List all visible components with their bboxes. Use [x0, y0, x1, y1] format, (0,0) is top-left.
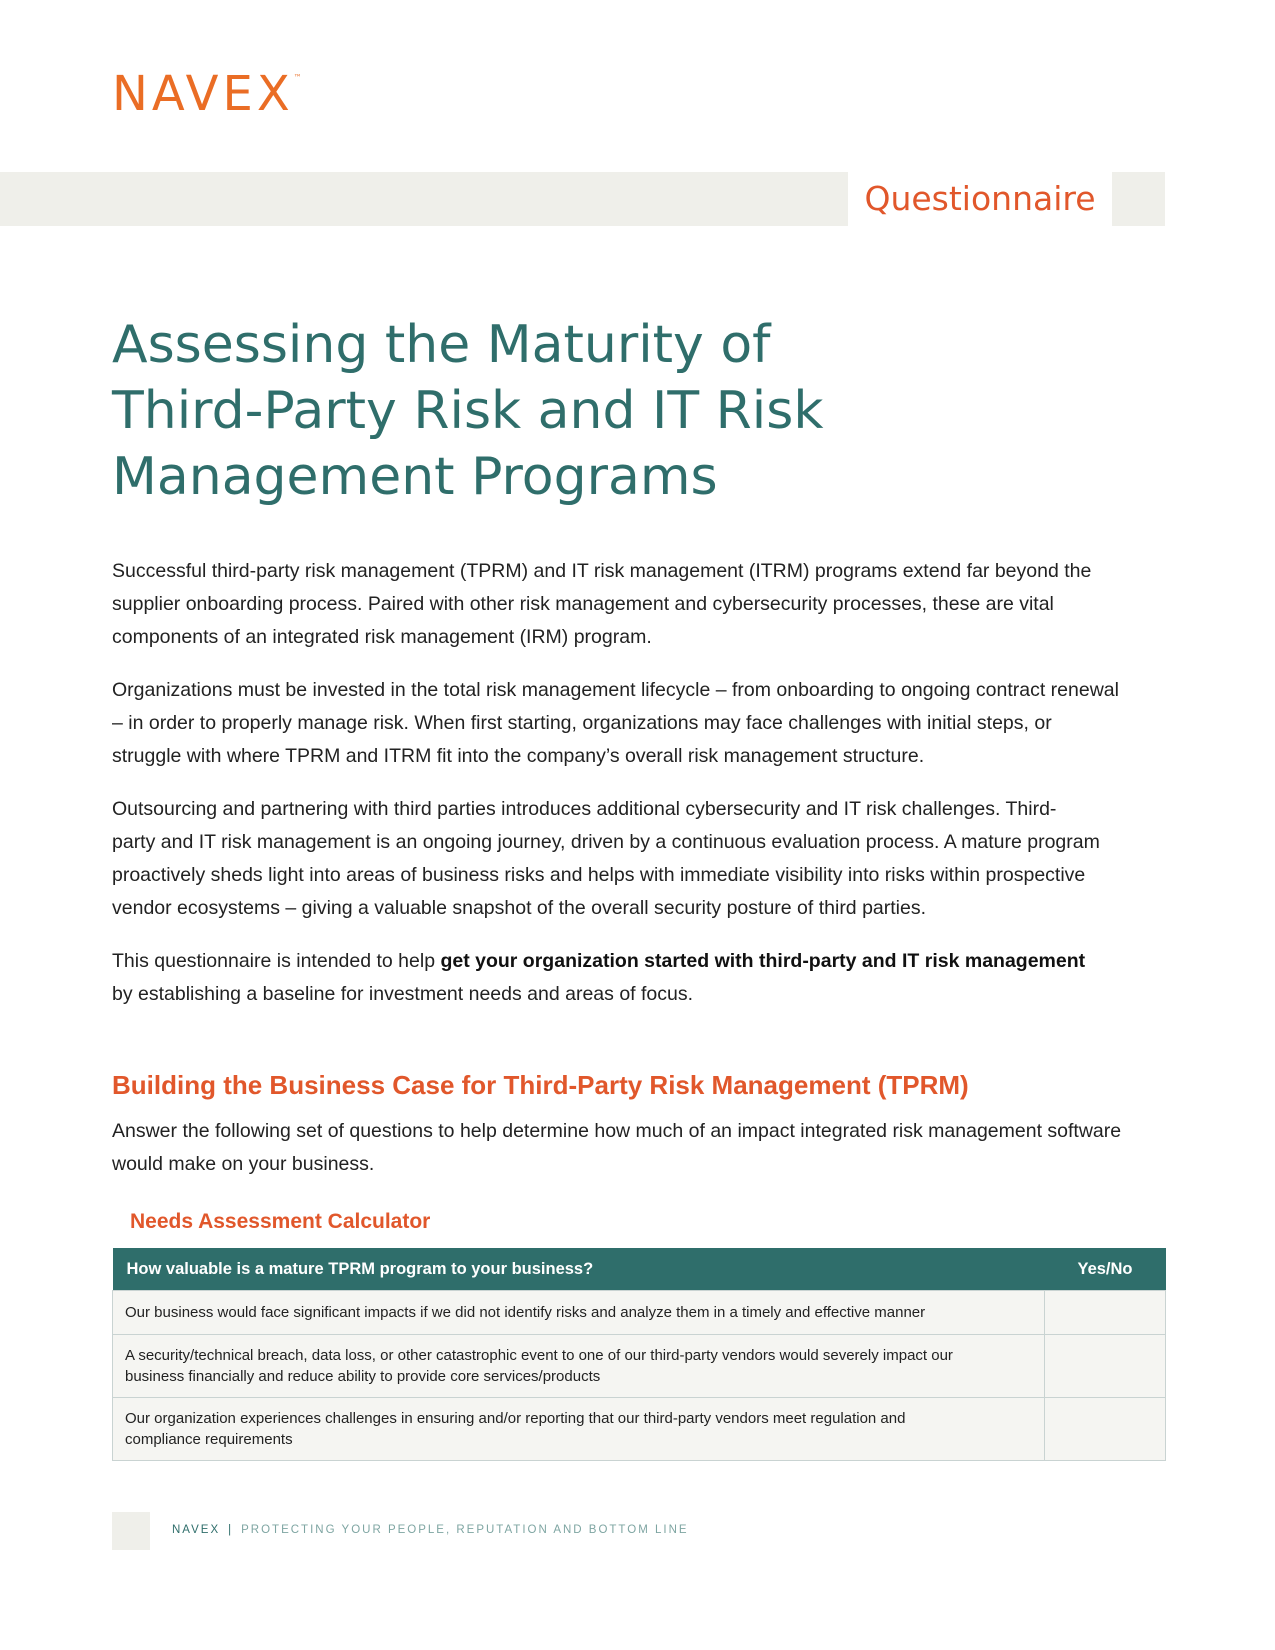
intro-text: This questionnaire is intended to help — [112, 950, 441, 972]
needs-assessment-table — [112, 1248, 1166, 1461]
section-intro-line: Answer the following set of questions to help determine how much of an impact integrated risk management software — [112, 1120, 1122, 1142]
question-cell — [113, 1291, 1045, 1335]
intro-line: vendor ecosystems – giving a valuable snapshot of the overall security posture of third parties. — [112, 897, 927, 919]
intro-line: Outsourcing and partnering with third parties introduces additional cybersecurity and IT risk challenges. Third- — [112, 798, 1057, 820]
table-row — [113, 1398, 1166, 1461]
question-text: Our business would face significant impacts if we did not identify risks and analyze them in a timely and effective manner — [125, 1304, 926, 1321]
title-line-2: Third-Party Risk and IT Risk — [112, 381, 824, 441]
intro-paragraph-4 — [112, 945, 1172, 1011]
intro-line: – in order to properly manage risk. When first starting, organizations may face challenges with initial steps, or — [112, 712, 1052, 734]
question-cell — [113, 1335, 1045, 1398]
navex-logo — [112, 66, 302, 122]
question-text: compliance requirements — [125, 1431, 293, 1448]
question-cell — [113, 1398, 1045, 1461]
calculator-heading: Needs Assessment Calculator — [130, 1210, 431, 1233]
table-row — [113, 1291, 1166, 1335]
intro-paragraph-1 — [112, 555, 1172, 654]
question-text: A security/technical breach, data loss, or other catastrophic event to one of our third-party vendors would severely impact our — [125, 1347, 953, 1364]
footer-page-box — [112, 1512, 150, 1550]
header-band-left — [0, 172, 848, 226]
intro-emphasis: get your organization started with third-party and IT risk management — [440, 950, 1086, 972]
intro-line: party and IT risk management is an ongoing journey, driven by a continuous evaluation process. A mature program — [112, 831, 1100, 853]
intro-paragraph-3 — [112, 793, 1172, 925]
logo-trademark: ™ — [293, 73, 302, 82]
intro-paragraph-2 — [112, 674, 1172, 773]
answer-cell[interactable] — [1045, 1291, 1166, 1335]
section-heading: Building the Business Case for Third-Party Risk Management (TPRM) — [112, 1070, 969, 1100]
intro-line: proactively sheds light into areas of business risks and helps with immediate visibility into risks within prospective — [112, 864, 1086, 886]
answer-cell[interactable] — [1045, 1398, 1166, 1461]
document-type-label: Questionnaire — [864, 179, 1096, 218]
footer-brand: NAVEX — [172, 1524, 221, 1536]
intro-line: Successful third-party risk management (TPRM) and IT risk management (ITRM) programs extend far beyond the — [112, 560, 1092, 582]
intro-line: components of an integrated risk management (IRM) program. — [112, 626, 652, 648]
table-row — [113, 1335, 1166, 1398]
intro-line — [112, 945, 1172, 978]
logo-text: NAVEX — [112, 66, 294, 122]
intro-line: struggle with where TPRM and ITRM fit into the company’s overall risk management structure. — [112, 745, 925, 767]
title-line-1: Assessing the Maturity of — [112, 315, 771, 375]
footer-tagline: PROTECTING YOUR PEOPLE, REPUTATION AND BOTTOM LINE — [241, 1524, 689, 1536]
question-column-header: How valuable is a mature TPRM program to your business? — [113, 1248, 1045, 1291]
header-band-right — [1112, 172, 1165, 226]
title-line-3: Management Programs — [112, 447, 718, 507]
table-header-row — [113, 1248, 1166, 1291]
footer — [172, 1524, 689, 1536]
question-text: business financially and reduce ability to provide core services/products — [125, 1368, 601, 1385]
answer-column-header: Yes/No — [1045, 1248, 1166, 1291]
intro-line: supplier onboarding process. Paired with other risk management and cybersecurity processes, these are vital — [112, 593, 1054, 615]
footer-separator: | — [228, 1524, 234, 1536]
page-title — [112, 312, 1012, 510]
intro-line: Organizations must be invested in the total risk management lifecycle – from onboarding to ongoing contract renewal — [112, 679, 1119, 701]
intro-section — [112, 555, 1172, 1031]
section-intro — [112, 1115, 1121, 1181]
intro-line: by establishing a baseline for investment needs and areas of focus. — [112, 983, 694, 1005]
answer-cell[interactable] — [1045, 1335, 1166, 1398]
question-text: Our organization experiences challenges in ensuring and/or reporting that our third-party vendors meet regulation and — [125, 1410, 906, 1427]
section-intro-line: would make on your business. — [112, 1153, 375, 1175]
